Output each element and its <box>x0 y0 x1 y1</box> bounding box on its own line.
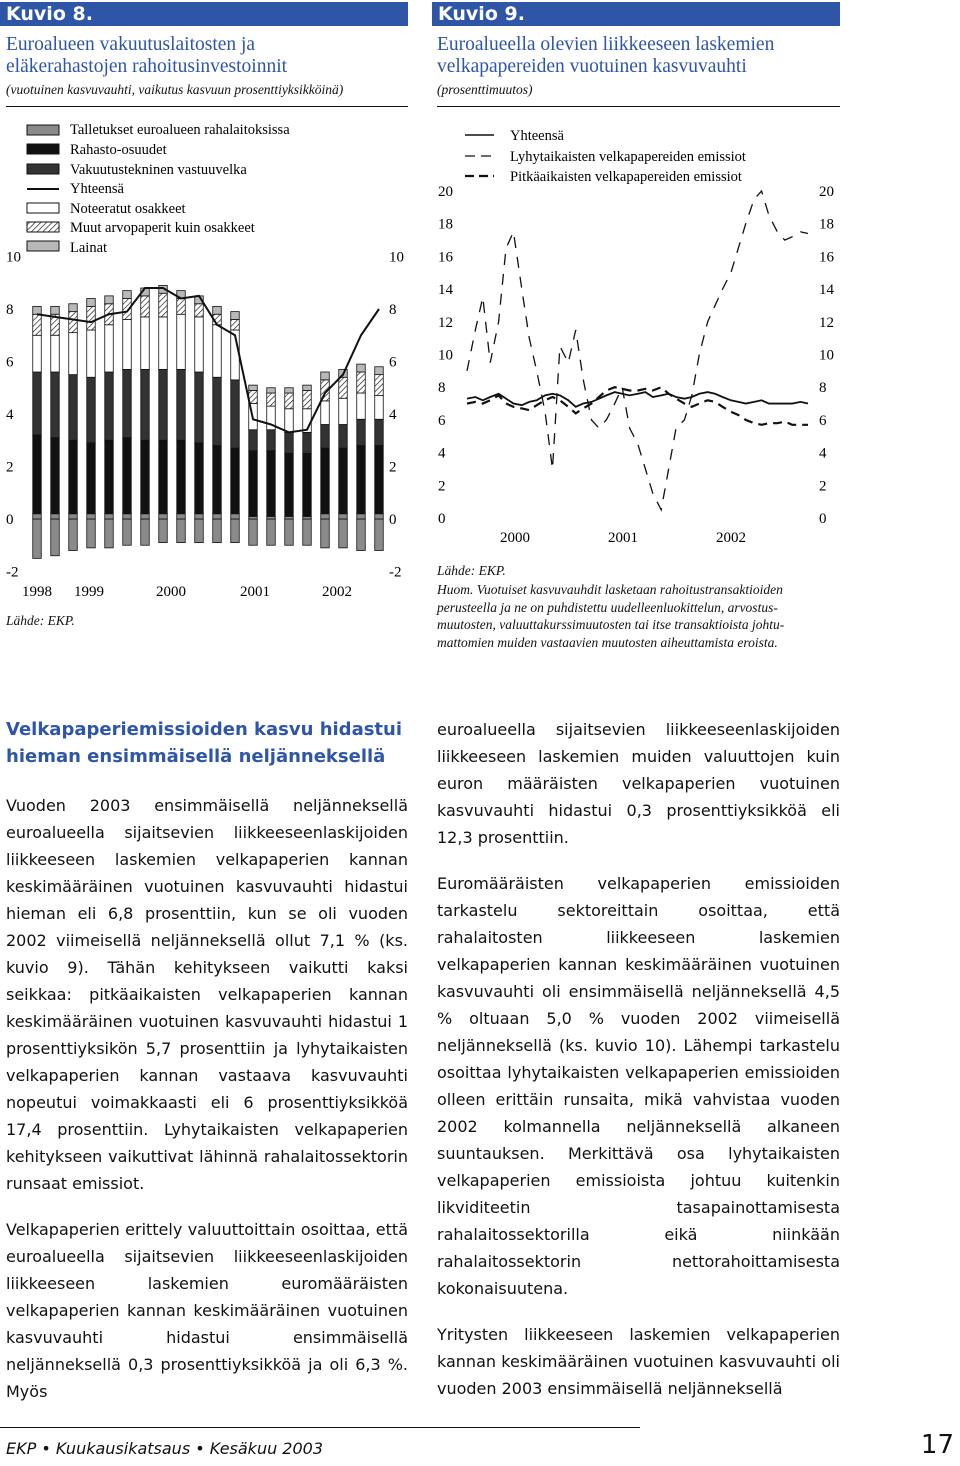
figure8-bar-segment <box>285 393 294 409</box>
figure8-bar-segment <box>87 299 96 307</box>
figure8-ytick-right: 0 <box>389 512 397 528</box>
figure8-bar-segment <box>33 514 42 519</box>
figure8-bar-segment <box>33 306 42 314</box>
figure9-line-long-dash <box>467 387 808 425</box>
legend-label-total: Yhteensä <box>70 181 124 197</box>
figure8-bar-segment <box>87 377 96 443</box>
figure8-bar-segment <box>177 514 186 519</box>
figure8-bar-segment <box>33 314 42 335</box>
figure8-bar-segment <box>339 377 348 398</box>
figure8-bar-segment <box>321 448 330 514</box>
figure8-bar-segment <box>357 446 366 514</box>
figure8-bar-segment <box>123 514 132 519</box>
figure8-bar-segment <box>303 453 312 516</box>
figure9-ytick-right: 10 <box>819 347 834 364</box>
figure8-bar-segment <box>87 514 96 519</box>
figure8-xtick: 2000 <box>156 584 186 600</box>
footer-rule <box>0 1427 640 1428</box>
figure8-bar-segment <box>375 375 384 396</box>
figure8-bar-segment <box>141 317 150 370</box>
figure8-legend <box>27 122 290 256</box>
figure8-bar-segment <box>339 398 348 424</box>
figure8-bar-segment <box>123 438 132 514</box>
legend-swatch-quoted-shares <box>27 203 59 213</box>
figure8-bar-segment <box>141 369 150 440</box>
figure8-bar-segment <box>195 443 204 514</box>
figure8-ytick-right: -2 <box>389 564 402 581</box>
figure9-chart <box>430 110 850 560</box>
figure8-bar-segment <box>141 296 150 317</box>
figure8-ytick-right: 6 <box>389 354 397 371</box>
figure8-bar-segment <box>357 419 366 445</box>
figure8-ytick-left: -2 <box>6 564 19 581</box>
figure9-rule <box>437 106 840 107</box>
figure8-bar-segment <box>321 401 330 425</box>
figure9-ytick-right: 8 <box>819 380 827 397</box>
figure8-bar-segment <box>195 514 204 519</box>
figure8-bar-segment <box>123 320 132 370</box>
figure8-bar-segment <box>87 443 96 514</box>
figure8-bar-segment <box>105 296 114 304</box>
figure8-ytick-right: 8 <box>389 302 397 318</box>
figure8-bar-segment <box>51 514 60 519</box>
figure8-xtick: 1998 <box>22 584 52 600</box>
figure8-bar-segment <box>321 514 330 519</box>
section-heading <box>6 716 408 770</box>
body-paragraph: Yritysten liikkeeseen laskemien velkapaperien kannan keskimääräinen vuotuinen kasvuvauhti oli vuoden 2003 ensimmäisellä neljänneksellä <box>437 1325 840 1398</box>
figure8-bar-segment <box>375 396 384 420</box>
legend-label-fund-shares: Rahasto-osuudet <box>70 142 167 158</box>
figure8-bar-negative <box>285 519 294 545</box>
figure8-bar-segment <box>69 375 78 441</box>
figure8-bar-segment <box>195 304 204 317</box>
figure9-source: Lähde: EKP. <box>437 563 506 578</box>
figure9-ytick-left: 16 <box>438 249 453 266</box>
figure9-ytick-right: 20 <box>819 184 834 200</box>
figure8-bar-segment <box>177 440 186 514</box>
legend-label-short: Lyhytaikaisten velkapapereiden emissiot <box>510 149 746 165</box>
figure8-bar-segment <box>339 514 348 519</box>
section-heading-line2: hieman ensimmäisellä neljänneksellä <box>6 746 386 767</box>
figure8-bar-negative <box>87 519 96 548</box>
legend-label-insurance-reserves: Vakuutustekninen vastuuvelka <box>70 162 247 178</box>
figure8-bar-segment <box>213 377 222 445</box>
figure8-bar-segment <box>213 306 222 314</box>
figure8-bar-negative <box>213 519 222 543</box>
figure8-bar-segment <box>105 325 114 372</box>
legend-label-loans: Lainat <box>70 240 108 256</box>
figure8-title-line1: Euroalueen vakuutuslaitosten ja <box>6 34 256 55</box>
figure9-ytick-right: 4 <box>819 445 827 462</box>
figure9-note-line: perusteella ja ne on puhdistettu uudelleenluokittelun, arvostus- <box>437 599 778 615</box>
legend-label-quoted-shares: Noteeratut osakkeet <box>70 201 186 217</box>
figure9-note <box>437 581 842 651</box>
figure8-bar-segment <box>69 312 78 333</box>
figure8-source: Lähde: EKP. <box>6 613 75 628</box>
legend-label-deposits: Talletukset euroalueen rahalaitoksissa <box>70 122 290 138</box>
figure8-bar-negative <box>357 519 366 551</box>
figure8-bar-segment <box>231 312 240 320</box>
figure9-xtick: 2002 <box>716 530 746 546</box>
figure9-ytick-right: 18 <box>819 216 834 233</box>
legend-swatch-fund-shares <box>27 144 59 154</box>
figure9-ytick-right: 14 <box>819 282 834 299</box>
figure8-bar-segment <box>177 369 186 440</box>
figure8-bar-segment <box>159 440 168 514</box>
figure8-bar-segment <box>321 425 330 449</box>
legend-label-long: Pitkäaikaisten velkapapereiden emissiot <box>510 169 742 185</box>
figure8-bar-segment <box>357 514 366 519</box>
figure8-bar-segment <box>285 432 294 453</box>
figure9-title-line2: velkapapereiden vuotuinen kasvuvauhti <box>437 56 747 77</box>
figure9-xtick: 2000 <box>500 530 530 546</box>
figure8-rule <box>6 106 408 107</box>
figure8-bar-segment <box>177 299 186 315</box>
figure8-bar-segment <box>213 446 222 514</box>
figure8-bar-negative <box>267 519 276 545</box>
legend-swatch-deposits <box>27 125 59 135</box>
figure8-bar-negative <box>141 519 150 545</box>
figure8-bar-segment <box>213 325 222 378</box>
figure9-ytick-left: 8 <box>438 380 446 397</box>
figure8-ytick-left: 0 <box>6 512 14 528</box>
figure8-ytick-left: 8 <box>6 302 14 318</box>
figure8-bar-negative <box>51 519 60 556</box>
figure8-bar-segment <box>321 372 330 380</box>
figure9-ytick-left: 14 <box>438 282 453 299</box>
figure8-bar-segment <box>69 440 78 514</box>
figure8-bar-segment <box>69 304 78 312</box>
figure8-bar-negative <box>249 519 258 545</box>
figure9-ytick-right: 0 <box>819 511 827 527</box>
left-column <box>6 716 408 1424</box>
figure8-bar-segment <box>33 335 42 372</box>
figure8-bar-segment <box>231 514 240 519</box>
legend-swatch-securities <box>27 222 59 232</box>
figure8-bar-negative <box>159 519 168 543</box>
figure8-bar-negative <box>375 519 384 551</box>
figure8-bar-segment <box>105 372 114 440</box>
figure9-ytick-left: 4 <box>438 445 446 462</box>
legend-label-securities: Muut arvopaperit kuin osakkeet <box>70 220 255 236</box>
body-paragraph: Vuoden 2003 ensimmäisellä neljänneksellä euroalueella sijaitsevien liikkeeseenlaskijoiden liikkeeseen laskemien velkapaperien kannan keskimääräinen vuotuinen kasvuvauhti hidastui hieman eli 6,8 prosenttiin, kun se oli vuoden 2002 viimeisellä neljänneksellä ollut 7,1 % (ks. kuvio 9). Tähän kehitykseen vaikutti kaksi seikkaa: pitkäaikaisten velkapaperien kannan keskimääräinen vuotuinen kasvuvauhti hidastui 1 prosenttiyksikön 5,7 prosenttiin ja lyhytaikaisten velkapaperien kannan vastaava kasvuvauhti nopeutui voimakkaasti eli 6 prosenttiyksikköä 17,4 prosenttiin. Lyhytaikaisten velkapaperien kehitykseen vaikuttivat lähinnä rahalaitossektorin runsaat emissiot. <box>6 796 408 1193</box>
figure8-bar-segment <box>105 514 114 519</box>
figure8-ytick-right: 10 <box>389 249 404 266</box>
figure8-bar-segment <box>87 306 96 330</box>
figure8-bar-segment <box>285 388 294 393</box>
figure8-bar-segment <box>87 330 96 377</box>
figure9-label: Kuvio 9. <box>432 2 840 26</box>
figure9-note-line: mattomien muiden vastaavien muutosten aiheuttamista eroista. <box>437 634 778 650</box>
figure8-xtick: 1999 <box>74 584 104 600</box>
figure8-bar-segment <box>51 438 60 514</box>
figure8-bar-segment <box>195 372 204 443</box>
figure9-ytick-right: 6 <box>819 412 827 429</box>
figure8-bar-negative <box>69 519 78 551</box>
figure9-ytick-left: 10 <box>438 347 453 364</box>
figure8-bar-segment <box>141 514 150 519</box>
figure8-bar-segment <box>69 514 78 519</box>
figure9-note-line: muutosten, valuuttakurssimuutosten tai itse transaktioista johtu- <box>437 617 785 632</box>
figure8-bar-segment <box>249 451 258 517</box>
figure8-bar-segment <box>123 291 132 299</box>
figure8-bar-segment <box>285 409 294 433</box>
figure8-bar-segment <box>177 314 186 369</box>
right-column <box>437 716 840 1421</box>
figure9-ytick-left: 18 <box>438 216 453 233</box>
figure8-bar-segment <box>267 393 276 406</box>
figure8-chart <box>0 110 420 640</box>
figure9-ytick-right: 2 <box>819 478 827 495</box>
figure8-bar-negative <box>339 519 348 548</box>
figure8-bar-segment <box>51 372 60 438</box>
figure8-bar-segment <box>69 333 78 375</box>
figure8-bar-segment <box>123 369 132 437</box>
figure8-bar-segment <box>141 440 150 514</box>
legend-label-total9: Yhteensä <box>510 128 564 144</box>
figure8-bar-segment <box>303 385 312 390</box>
figure8-bar-segment <box>339 448 348 514</box>
figure8-label: Kuvio 8. <box>0 2 408 26</box>
figure8-bar-segment <box>231 448 240 514</box>
figure8-bar-negative <box>123 519 132 545</box>
figure8-bar-segment <box>159 317 168 370</box>
figure8-bar-segment <box>51 306 60 314</box>
figure8-bar-segment <box>33 372 42 435</box>
figure8-bar-segment <box>375 514 384 519</box>
figure8-ytick-right: 2 <box>389 459 397 476</box>
figure8-ytick-left: 6 <box>6 354 14 371</box>
figure8-bar-negative <box>177 519 186 543</box>
figure8-bar-segment <box>303 390 312 408</box>
figure8-bar-segment <box>267 451 276 517</box>
figure8-bar-segment <box>357 393 366 419</box>
figure8-ytick-left: 10 <box>6 249 21 266</box>
figure8-bar-segment <box>303 432 312 453</box>
body-paragraph: Velkapaperien erittely valuuttoittain osoittaa, että euroalueella sijaitsevien liikkeeseenlaskijoiden liikkeeseen laskemien euromääräisten velkapaperien kannan keskimääräinen vuotuinen kasvuvauhti hidastui ensimmäisellä neljänneksellä 0,3 prosenttiyksikköä ja oli 6,3 %. Myös <box>6 1220 408 1401</box>
figure9-line-solid <box>467 392 808 407</box>
figure8-subtitle: (vuotuinen kasvuvauhti, vaikutus kasvuun prosenttiyksikköinä) <box>6 82 344 97</box>
figure8-bar-segment <box>375 367 384 375</box>
figure9-ytick-left: 20 <box>438 184 453 200</box>
figure8-bar-segment <box>231 380 240 448</box>
figure8-xtick: 2001 <box>240 584 270 600</box>
legend-swatch-insurance-reserves <box>27 164 59 174</box>
figure9-ytick-left: 0 <box>438 511 446 527</box>
figure8-bar-segment <box>159 369 168 440</box>
figure8-bar-segment <box>267 388 276 393</box>
figure9-line-short-dash <box>467 191 808 510</box>
figure8-bar-segment <box>33 435 42 514</box>
figure9-xtick: 2001 <box>608 530 638 546</box>
figure8-title-line2: eläkerahastojen rahoitusinvestoinnit <box>6 56 288 77</box>
figure9-ytick-left: 2 <box>438 478 446 495</box>
figure8-bar-segment <box>51 335 60 372</box>
figure8-bar-segment <box>231 320 240 331</box>
figure8-bar-segment <box>375 419 384 445</box>
figure8-bar-segment <box>249 385 258 390</box>
figure8-bar-negative <box>321 519 330 548</box>
figure8-bar-negative <box>105 519 114 548</box>
figure8-bar-segment <box>159 293 168 317</box>
figure8-bar-segment <box>357 372 366 393</box>
figure8-ytick-left: 2 <box>6 459 14 476</box>
figure8-bar-segment <box>357 364 366 372</box>
figure9-ytick-right: 16 <box>819 249 834 266</box>
figure8-bar-segment <box>249 430 258 451</box>
figure8-bar-negative <box>195 519 204 543</box>
figure8-bar-segment <box>267 430 276 451</box>
page-number: 17 <box>920 1430 954 1460</box>
legend-swatch-loans <box>27 241 59 251</box>
figure8-bar-negative <box>231 519 240 543</box>
figure9-note-line: Huom. Vuotuiset kasvuvauhdit lasketaan rahoitustransaktioiden <box>437 582 783 597</box>
figure8-ytick-right: 4 <box>389 407 397 423</box>
figure8-bar-segment <box>105 440 114 514</box>
figure8-bar-segment <box>339 425 348 449</box>
figure9-subtitle: (prosenttimuutos) <box>437 82 533 97</box>
section-heading-line1: Velkapaperiemissioiden kasvu hidastui <box>6 719 403 740</box>
figure9-ytick-right: 12 <box>819 314 834 331</box>
figure8-ytick-left: 4 <box>6 407 14 423</box>
figure8-bar-segment <box>375 446 384 514</box>
figure8-bar-negative <box>303 519 312 545</box>
figure8-bar-segment <box>195 317 204 372</box>
figure8-bar-negative <box>33 519 42 558</box>
figure9-title-line1: Euroalueella olevien liikkeeseen laskemien <box>437 34 775 55</box>
figure8-xtick: 2002 <box>322 584 352 600</box>
figure9-legend <box>465 128 746 185</box>
body-paragraph: euroalueella sijaitsevien liikkeeseenlaskijoiden liikkeeseen laskemien muiden valuuttojen kuin euron määräisten velkapaperien vuotuinen kasvuvauhti hidastui 0,3 prosenttiyksikköä eli 12,3 prosenttiin. <box>437 720 840 847</box>
figure8-bar-segment <box>159 514 168 519</box>
figure8-bar-segment <box>213 514 222 519</box>
figure8-bar-segment <box>285 453 294 516</box>
figure9-ytick-left: 6 <box>438 412 446 429</box>
footer-publication: EKP • Kuukausikatsaus • Kesäkuu 2003 <box>6 1439 324 1458</box>
figure9-ytick-left: 12 <box>438 314 453 331</box>
body-paragraph: Euromääräisten velkapaperien emissioiden tarkastelu sektoreittain osoittaa, että rahalaitosten liikkeeseen laskemien velkapaperien kannan keskimääräinen vuotuinen kasvuvauhti oli ensimmäisellä neljänneksellä 4,5 % oltuaan 5,0 % vuoden 2002 viimeisellä neljänneksellä (ks. kuvio 10). Lähempi tarkastelu osoittaa lyhytaikaisten velkapaperien emissioiden olleen erittäin runsaita, mikä vahvistaa vuoden 2002 kolmannella neljänneksellä alkaneen suuntauksen. Merkittävä osa lyhytaikaisten velkapaperien emissioista johtuu kuitenkin likviditeetin tasapainottamisesta rahalaitossektorilla eikä niinkään rahalaitossektorin nettorahoittamisesta kokonaisuutena. <box>437 874 840 1298</box>
